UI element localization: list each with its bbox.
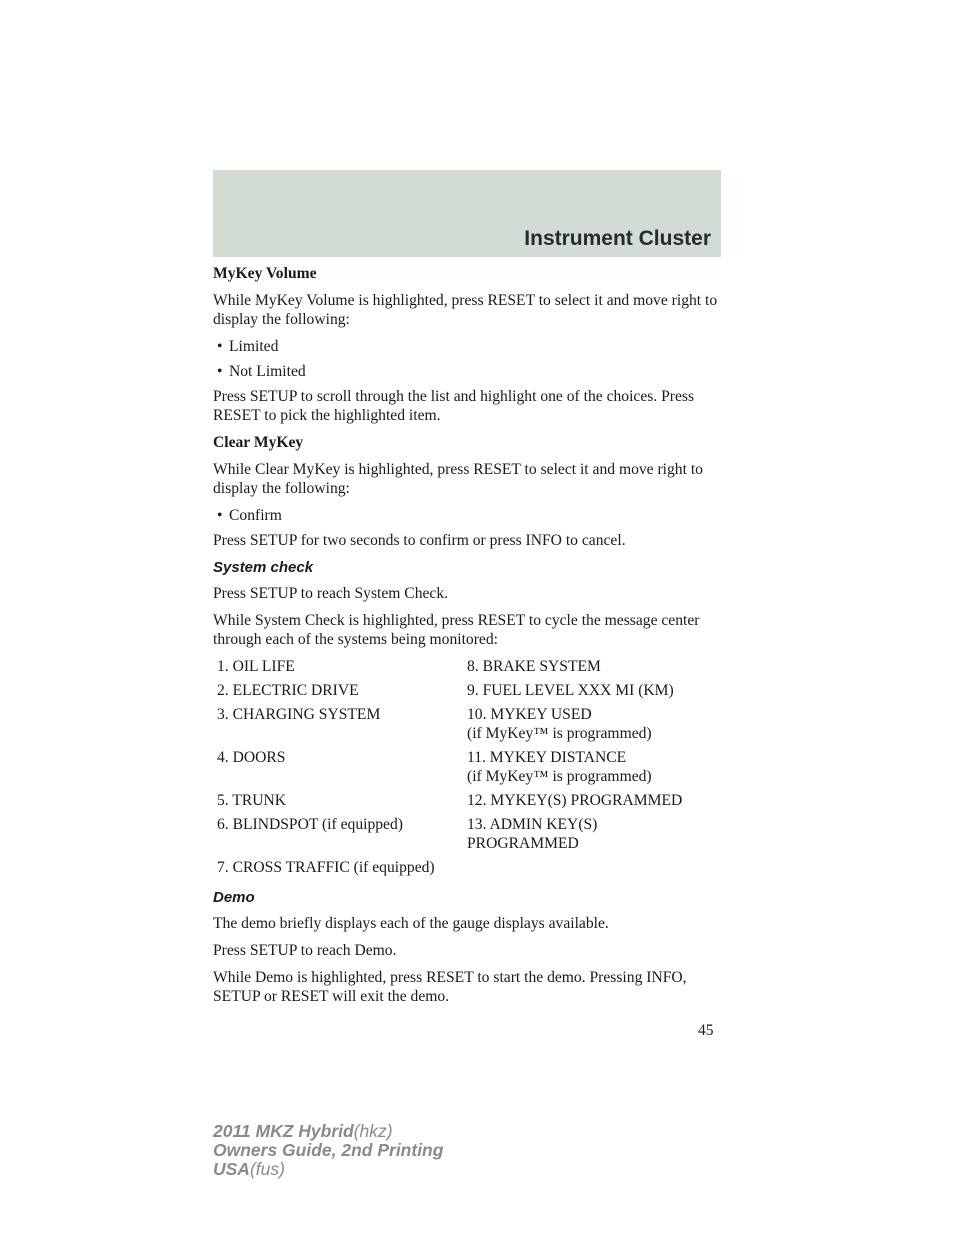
systems-right-column bbox=[467, 657, 723, 882]
clear-mykey-heading: Clear MyKey bbox=[213, 434, 304, 451]
mykey-volume-heading: MyKey Volume bbox=[213, 265, 317, 282]
demo-reach: Press SETUP to reach Demo. bbox=[213, 942, 397, 959]
clear-mykey-intro: While Clear MyKey is highlighted, press RESET to select it and move right to display the following: bbox=[213, 461, 703, 497]
system-item-line: 9. FUEL LEVEL XXX MI (KM) bbox=[467, 682, 674, 699]
option-not-limited: Not Limited bbox=[229, 363, 306, 380]
footer-market-code: (fus) bbox=[249, 1159, 285, 1179]
system-item-line: 10. MYKEY USED bbox=[467, 706, 592, 723]
system-check-intro: While System Check is highlighted, press RESET to cycle the message center through each of the systems being monitored: bbox=[213, 612, 700, 648]
system-item-note: PROGRAMMED bbox=[467, 835, 579, 852]
system-item: 1. OIL LIFE bbox=[217, 658, 295, 675]
system-item-line: 13. ADMIN KEY(S) bbox=[467, 816, 598, 833]
option-limited: Limited bbox=[229, 338, 279, 355]
footer-market: USA bbox=[213, 1159, 250, 1179]
system-item-line: 11. MYKEY DISTANCE bbox=[467, 749, 627, 766]
footer-line-2: Owners Guide, 2nd Printing bbox=[213, 1140, 444, 1160]
page-number: 45 bbox=[698, 1022, 714, 1039]
system-item-note: (if MyKey™ is programmed) bbox=[467, 725, 652, 742]
demo-description: The demo briefly displays each of the gauge displays available. bbox=[213, 915, 609, 932]
footer-model-code: (hkz) bbox=[353, 1121, 393, 1141]
system-item bbox=[467, 657, 723, 676]
system-item: 2. ELECTRIC DRIVE bbox=[217, 682, 359, 699]
footer-line-1 bbox=[213, 1122, 443, 1141]
system-check-reach: Press SETUP to reach System Check. bbox=[213, 585, 449, 602]
systems-left-column bbox=[217, 657, 467, 882]
system-item bbox=[467, 705, 723, 743]
footer bbox=[213, 1122, 443, 1179]
system-item: 7. CROSS TRAFFIC (if equipped) bbox=[217, 859, 435, 876]
system-item bbox=[467, 815, 723, 853]
header-band bbox=[213, 170, 721, 257]
systems-list bbox=[217, 657, 723, 882]
list-item bbox=[217, 506, 723, 525]
system-item bbox=[467, 748, 723, 786]
bullet-icon: • bbox=[217, 507, 223, 524]
system-check-heading: System check bbox=[213, 559, 314, 576]
clear-mykey-instruction: Press SETUP for two seconds to confirm or press INFO to cancel. bbox=[213, 532, 626, 549]
footer-line-3 bbox=[213, 1160, 443, 1179]
bullet-icon: • bbox=[217, 363, 223, 380]
page-content bbox=[213, 264, 723, 1014]
system-item-line: 8. BRAKE SYSTEM bbox=[467, 658, 601, 675]
system-item: 4. DOORS bbox=[217, 749, 286, 766]
mykey-volume-intro: While MyKey Volume is highlighted, press RESET to select it and move right to display the following: bbox=[213, 292, 718, 328]
demo-heading: Demo bbox=[213, 889, 255, 906]
bullet-icon: • bbox=[217, 338, 223, 355]
section-title: Instrument Cluster bbox=[524, 227, 711, 250]
system-item: 5. TRUNK bbox=[217, 792, 287, 809]
demo-instruction: While Demo is highlighted, press RESET to start the demo. Pressing INFO, SETUP or RESET will exit the demo. bbox=[213, 969, 687, 1005]
system-item: 6. BLINDSPOT (if equipped) bbox=[217, 816, 403, 833]
list-item bbox=[217, 337, 723, 356]
mykey-volume-instruction: Press SETUP to scroll through the list and highlight one of the choices. Press RESET to pick the highlighted item. bbox=[213, 388, 695, 424]
option-confirm: Confirm bbox=[229, 507, 282, 524]
list-item bbox=[217, 362, 723, 381]
system-item-line: 12. MYKEY(S) PROGRAMMED bbox=[467, 792, 683, 809]
system-item: 3. CHARGING SYSTEM bbox=[217, 706, 381, 723]
system-item bbox=[467, 681, 723, 700]
footer-model: 2011 MKZ Hybrid bbox=[213, 1121, 354, 1141]
system-item-note: (if MyKey™ is programmed) bbox=[467, 768, 652, 785]
system-item bbox=[467, 791, 723, 810]
